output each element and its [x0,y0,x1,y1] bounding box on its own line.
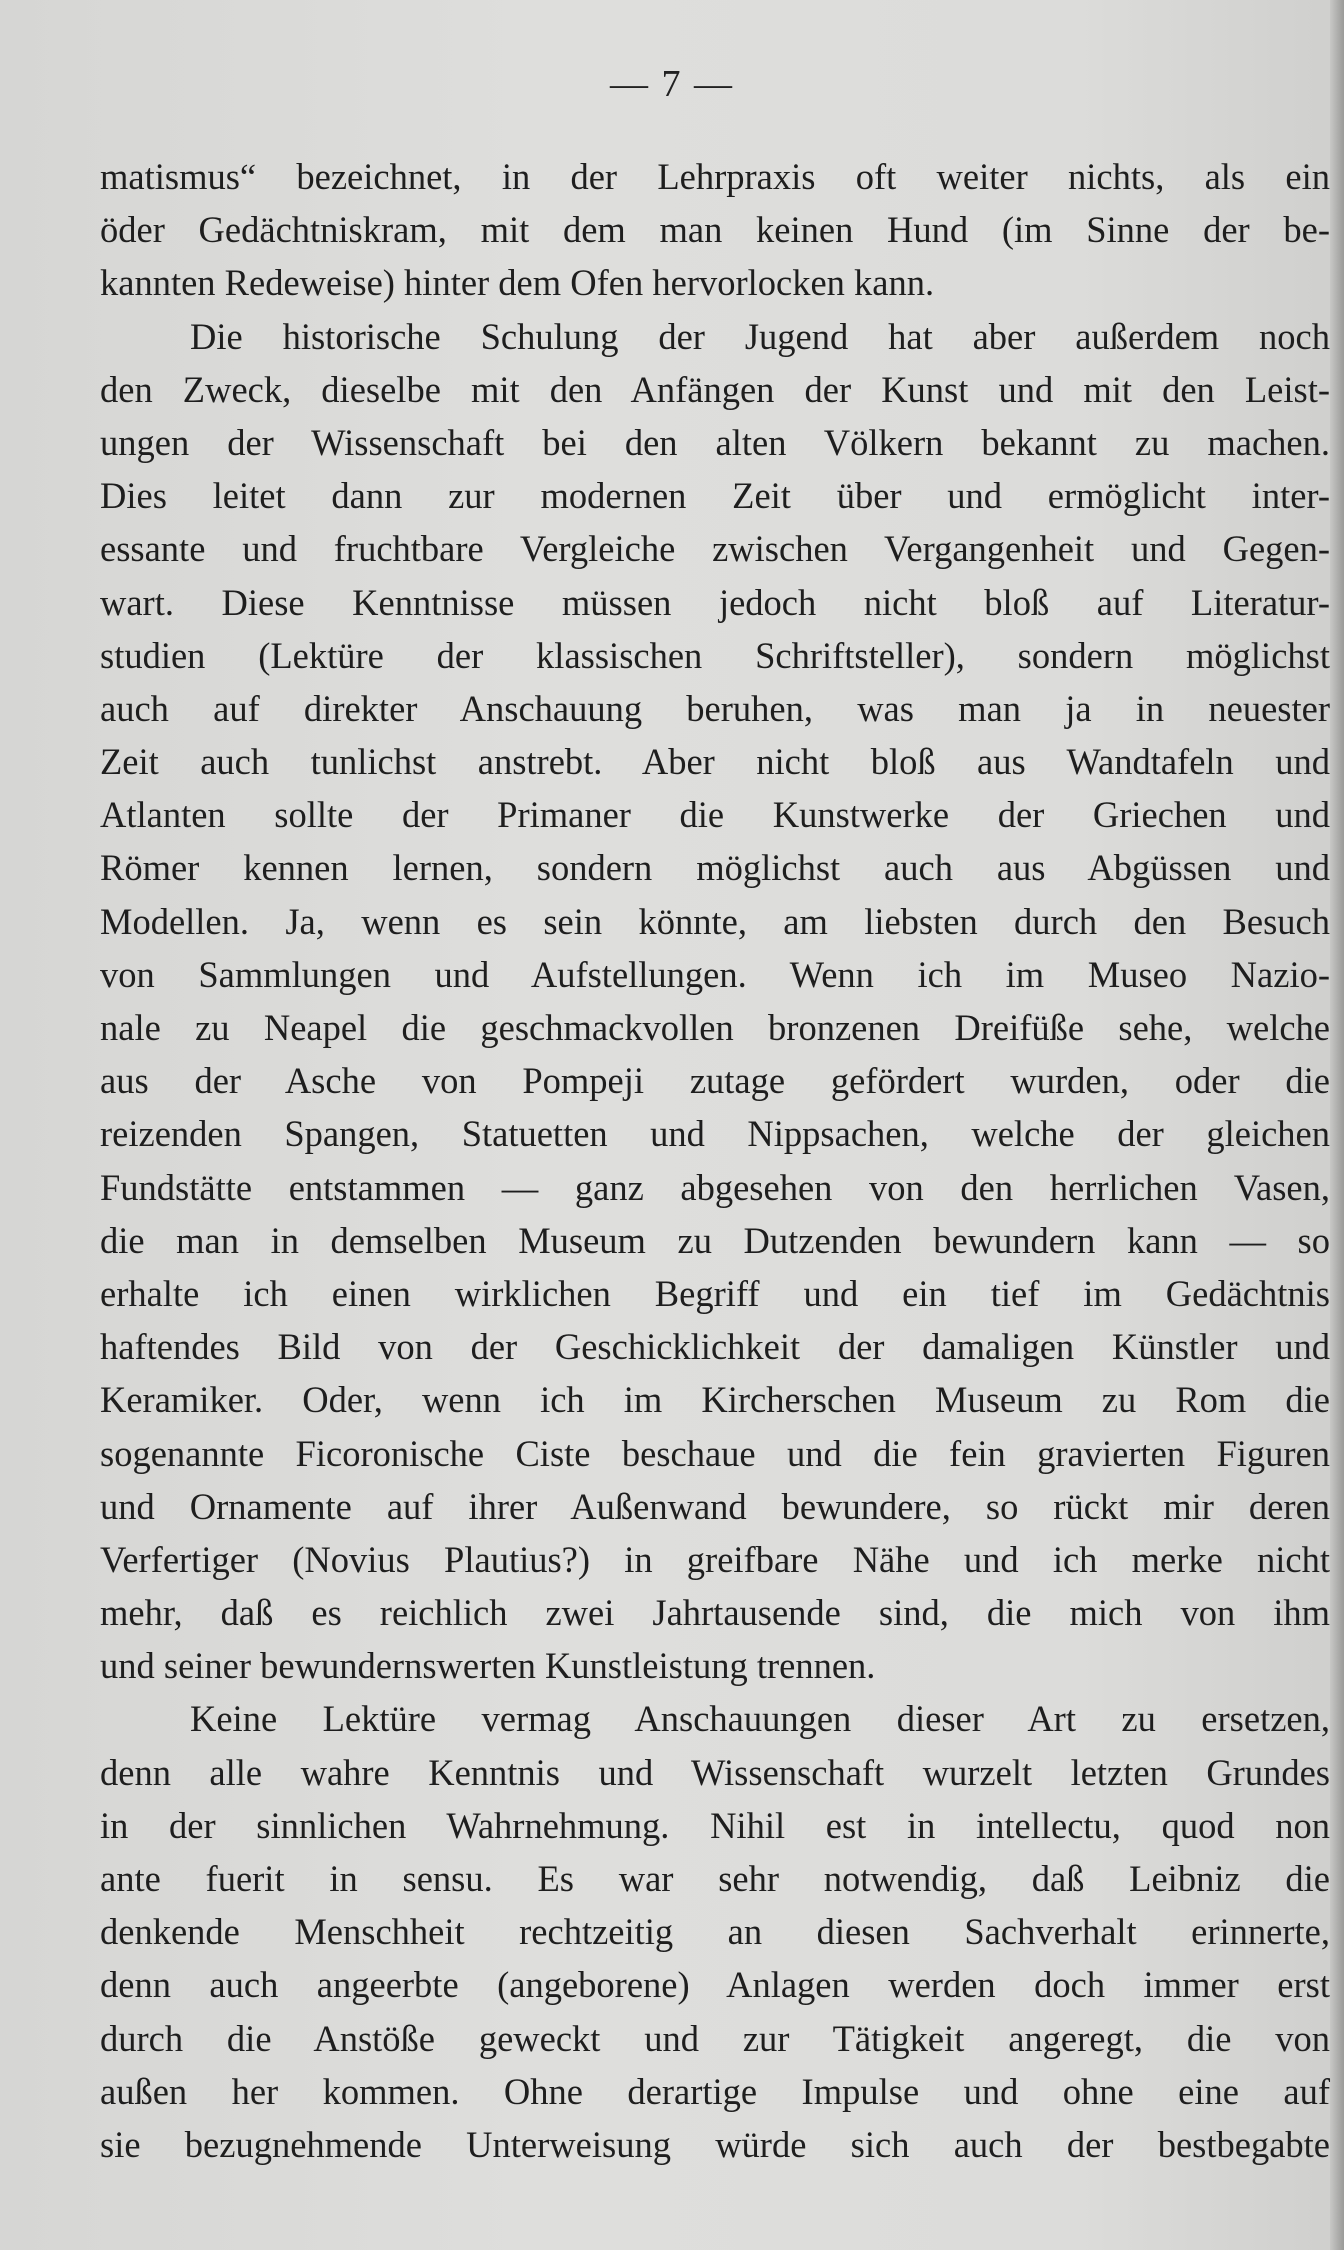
text-line: Römer kennen lernen, sondern möglichst auch aus Abgüssen und [100,847,1330,889]
text-line: mehr, daß es reichlich zwei Jahrtausende sind, die mich von ihm [100,1592,1330,1634]
text-line: studien (Lektüre der klassischen Schriftsteller), sondern möglichst [100,634,1330,676]
text-line: kannten Redeweise) hinter dem Ofen hervorlocken kann. [100,262,935,304]
text-line: sie bezugnehmende Unterweisung würde sich auch der bestbegabte [100,2123,1330,2165]
text-line: in der sinnlichen Wahrnehmung. Nihil est in intellectu, quod non [100,1804,1330,1846]
text-line: essante und fruchtbare Vergleiche zwischen Vergangenheit und Gegen- [100,528,1330,570]
text-line: und seiner bewundernswerten Kunstleistung trennen. [100,1645,876,1687]
text-line: erhalte ich einen wirklichen Begriff und ein tief im Gedächtnis [100,1272,1330,1314]
text-line: Dies leitet dann zur modernen Zeit über und ermöglicht inter- [100,475,1330,517]
text-line: reizenden Spangen, Statuetten und Nippsachen, welche der gleichen [100,1113,1330,1155]
text-line: den Zweck, dieselbe mit den Anfängen der Kunst und mit den Leist- [100,368,1330,410]
text-line: und Ornamente auf ihrer Außenwand bewundere, so rückt mir deren [100,1485,1330,1527]
text-line: Verfertiger (Novius Plautius?) in greifbare Nähe und ich merke nicht [100,1538,1330,1580]
text-line: ante fuerit in sensu. Es war sehr notwendig, daß Leibniz die [100,1858,1330,1899]
text-line: denkende Menschheit rechtzeitig an diesen Sachverhalt erinnerte, [100,1911,1330,1953]
page-edge-shadow [1330,0,1344,2250]
text-line: sogenannte Ficoronische Ciste beschaue und die fein gravierten Figuren [100,1432,1330,1474]
text-line: denn auch angeerbte (angeborene) Anlagen werden doch immer erst [100,1964,1330,2006]
text-line: wart. Diese Kenntnisse müssen jedoch nicht bloß auf Literatur- [100,581,1330,623]
text-line: denn alle wahre Kenntnis und Wissenschaft wurzelt letzten Grundes [100,1751,1330,1793]
text-line: durch die Anstöße geweckt und zur Tätigkeit angeregt, die von [100,2017,1330,2059]
text-line: Modellen. Ja, wenn es sein könnte, am liebsten durch den Besuch [100,900,1330,942]
text-line: ungen der Wissenschaft bei den alten Völkern bekannt zu machen. [100,421,1330,463]
paragraph-1 [100,150,1330,310]
text-line: Zeit auch tunlichst anstrebt. Aber nicht bloß aus Wandtafeln und [100,741,1330,783]
text-line: von Sammlungen und Aufstellungen. Wenn ich im Museo Nazio- [100,953,1330,995]
text-line: die man in demselben Museum zu Dutzenden bewundern kann — so [100,1219,1330,1261]
text-line: nale zu Neapel die geschmackvollen bronzenen Dreifüße sehe, welche [100,1007,1330,1048]
text-line: Fundstätte entstammen — ganz abgesehen von den herrlichen Vasen, [100,1166,1330,1208]
body-text [100,150,1330,2171]
text-line: auch auf direkter Anschauung beruhen, was man ja in neuester [100,687,1330,729]
text-line: Keine Lektüre vermag Anschauungen dieser Art zu ersetzen, [190,1698,1330,1740]
text-line: Die historische Schulung der Jugend hat aber außerdem noch [190,315,1330,357]
text-line: außen her kommen. Ohne derartige Impulse und ohne eine auf [100,2070,1330,2112]
page-number: — 7 — [610,63,734,105]
text-line: matismus“ bezeichnet, in der Lehrpraxis oft weiter nichts, als ein [100,156,1330,197]
text-line: haftendes Bild von der Geschicklichkeit der damaligen Künstler und [100,1326,1330,1368]
text-line: aus der Asche von Pompeji zutage gefördert wurden, oder die [100,1060,1330,1102]
paragraph-2 [100,310,1330,1693]
text-line: Keramiker. Oder, wenn ich im Kircherschen Museum zu Rom die [100,1379,1330,1421]
text-line: öder Gedächtniskram, mit dem man keinen Hund (im Sinne der be- [100,209,1330,251]
paragraph-3 [100,1692,1330,2171]
text-line: Atlanten sollte der Primaner die Kunstwerke der Griechen und [100,794,1330,836]
